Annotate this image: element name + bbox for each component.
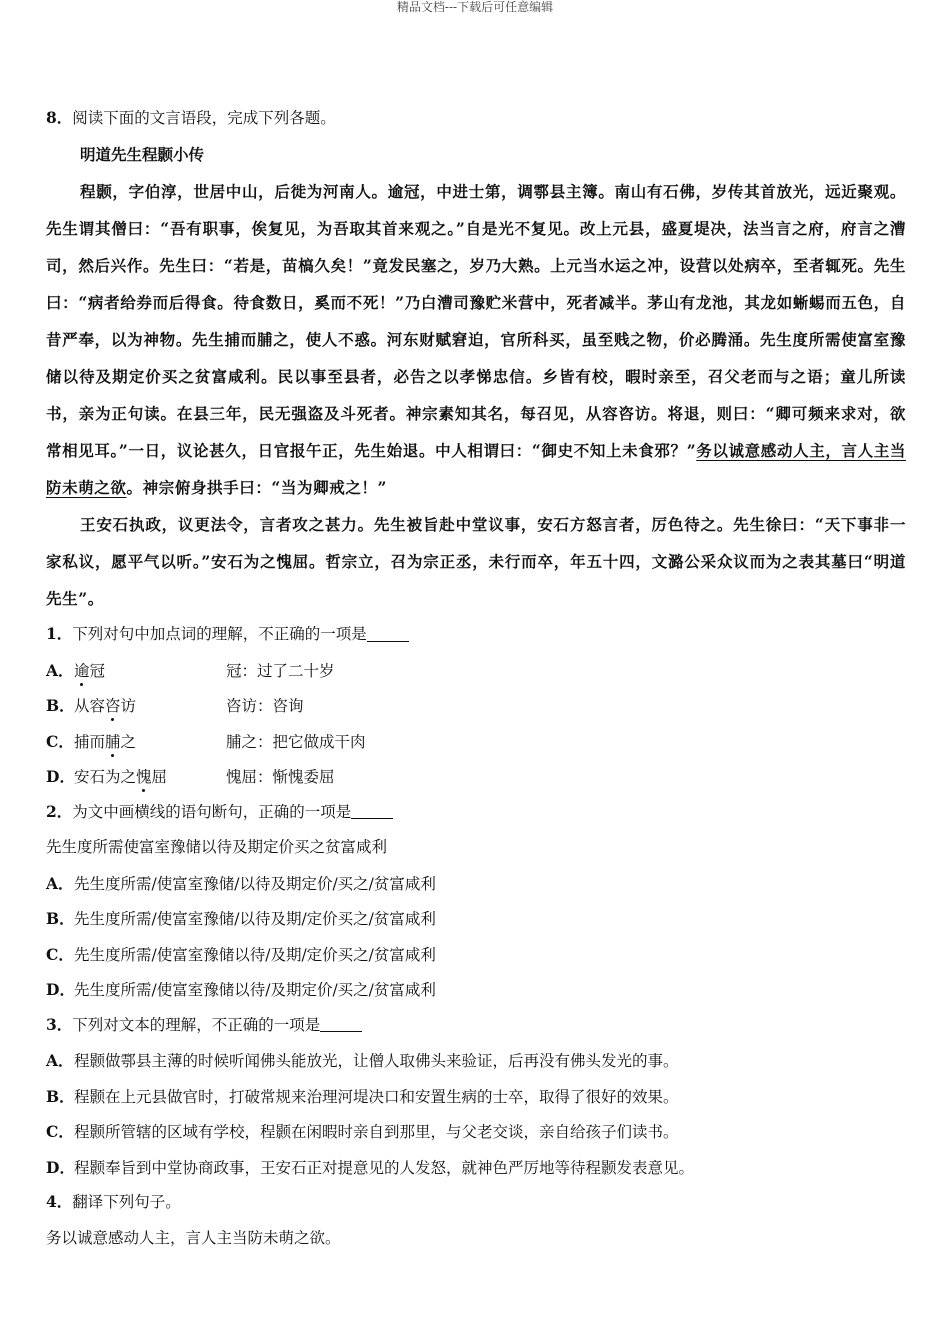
passage-title: 明道先生程颢小传 [80,144,205,164]
word-part: 之 [120,732,137,751]
option-c [46,1114,906,1150]
option-text: 程颢做鄠县主薄的时候听闻佛头能放光，让僧人取佛头来验证，后再没有佛头发光的事。 [74,1052,679,1071]
word-part: 屈 [151,768,168,787]
question-number: 8． [46,107,73,127]
option-b [46,1078,906,1114]
option-word [74,659,226,681]
option-text: 程颢奉旨到中堂协商政事，王安石正对提意见的人发怒，就神色严厉地等待程颢发表意见。 [74,1158,695,1177]
question-8-heading [46,100,906,136]
option-c [46,936,906,972]
dotted-character: 咨 [105,694,121,716]
sub-question-2-sentence: 先生度所需使富室豫储以待及期定价买之贫富咸利 [46,838,388,857]
option-text: 先生度所需/使富室豫储以待/及期定价/买之/贫富咸利 [74,981,436,1000]
option-letter: B． [46,696,75,716]
option-letter: D． [46,980,75,1000]
option-c [46,723,906,759]
answer-blank [367,627,409,642]
underlined-sentence: 务以诚意感动人主，言人主当防未萌之欲 [46,440,906,497]
question-number: 2． [46,801,73,821]
option-letter: C． [46,731,74,751]
sub-question-2 [46,794,906,830]
option-letter: C． [46,1122,74,1142]
option-d [46,1149,906,1185]
option-word [74,730,226,752]
option-b [46,688,906,724]
option-letter: D． [46,1157,75,1177]
question-number: 1． [46,624,73,644]
dotted-character: 逾 [74,659,90,681]
option-letter: B． [46,909,75,929]
option-gloss: 冠：过了二十岁 [226,661,335,680]
option-letter: A． [46,1051,74,1071]
answer-blank [351,804,393,819]
sub-question-3 [46,1007,906,1043]
option-letter: A． [46,660,74,680]
option-text: 程颢在上元县做官时，打破常规来治理河堤决口和安置生病的士卒，取得了很好的效果。 [74,1087,679,1106]
passage-paragraph-2: 王安石执政，议更法令，言者攻之甚力。先生被旨赴中堂议事，安石方怒言者，厉色待之。先生徐曰：“天下事非一家私议，愿平气以听。”安石为之愧屈。哲宗立，召为宗正丞，未行而卒，年五十四，文潞公采众议而为之表其墓曰“明道先生”。 [46,514,906,608]
page-header: 精品文档---下载后可任意编辑 [396,0,554,14]
dotted-character: 愧 [136,765,152,787]
word-part: 访 [120,697,137,716]
option-gloss: 愧屈：惭愧委屈 [226,768,335,787]
sub-question-4-sentence: 务以诚意感动人主，言人主当防未萌之欲。 [46,1228,341,1247]
option-a [46,865,906,901]
option-letter: D． [46,767,75,787]
question-number: 3． [46,1014,73,1034]
word-part: 安石为之 [74,768,137,787]
option-a [46,652,906,688]
option-text: 先生度所需/使富室豫储/以待及期定价/买之/贫富咸利 [74,874,436,893]
option-letter: C． [46,944,74,964]
passage-paragraph-1 [46,173,906,506]
word-part: 捕而 [74,732,106,751]
document-body [46,100,906,1256]
answer-blank [320,1017,362,1032]
option-gloss: 咨访：咨询 [226,697,304,716]
passage-text: 。神宗俯身拱手曰：“当为卿戒之！” [126,477,388,497]
question-number: 4． [46,1192,73,1212]
option-text: 程颢所管辖的区域有学校，程颢在闲暇时亲自到那里，与父老交谈，亲自给孩子们读书。 [74,1123,679,1142]
option-gloss: 脯之：把它做成干肉 [226,732,366,751]
option-d [46,972,906,1008]
word-part: 冠 [89,661,106,680]
option-letter: A． [46,873,74,893]
option-word [74,694,226,716]
passage-text: 程颢，字伯淳，世居中山，后徙为河南人。逾冠，中进士第，调鄠县主簿。南山有石佛，岁传其首放光，远近聚观。先生谓其僧曰：“吾有职事，俟复见，为吾取其首来观之。”自是光不复见。改上元县，盛夏堤决，法当言之府，府言之漕司，然后兴作。先生曰：“若是，苗槁久矣！”竟发民塞之，岁乃大熟。上元当水运之冲，设营以处病卒，至者辄死。先生曰：“病者给券而后得食。待食数日，奚而不死！”乃白漕司豫贮米营中，死者减半。茅山有龙池，其龙如蜥蜴而五色，自昔严奉，以为神物。先生捕而脯之，使人不惑。河东财赋窘迫，官所科买，虽至贱之物，价必腾涌。先生度所需使富室豫储以待及期定价买之贫富咸利。民以事至县者，必告之以孝悌忠信。乡皆有校，暇时亲至，召父老而与之语；童儿所读书，亲为正句读。在县三年，民无强盗及斗死者。神宗素知其名，每召见，从容咨访。将退，则曰：“卿可频来求对，欲常相见耳。”一日，议论甚久，日官报午正，先生始退。中人相谓曰：“御史不知上未食邪？” [46,181,906,460]
sub-question-1 [46,617,906,653]
passage [46,173,906,617]
word-part: 从容 [74,697,106,716]
question-stem: 为文中画横线的语句断句，正确的一项是 [72,802,352,821]
question-stem: 下列对句中加点词的理解，不正确的一项是 [72,625,367,644]
option-b [46,901,906,937]
question-stem: 下列对文本的理解，不正确的一项是 [72,1015,321,1034]
option-d [46,759,906,795]
option-a [46,1043,906,1079]
option-letter: B． [46,1086,75,1106]
sub-question-4 [46,1185,906,1221]
option-text: 先生度所需/使富室豫储/以待及期/定价买之/贫富咸利 [74,910,436,929]
question-instruction: 阅读下面的文言语段，完成下列各题。 [72,108,336,127]
option-word [74,765,226,787]
question-stem: 翻译下列句子。 [72,1193,181,1212]
dotted-character: 脯 [105,730,121,752]
option-text: 先生度所需/使富室豫储以待/及期/定价买之/贫富咸利 [74,945,436,964]
